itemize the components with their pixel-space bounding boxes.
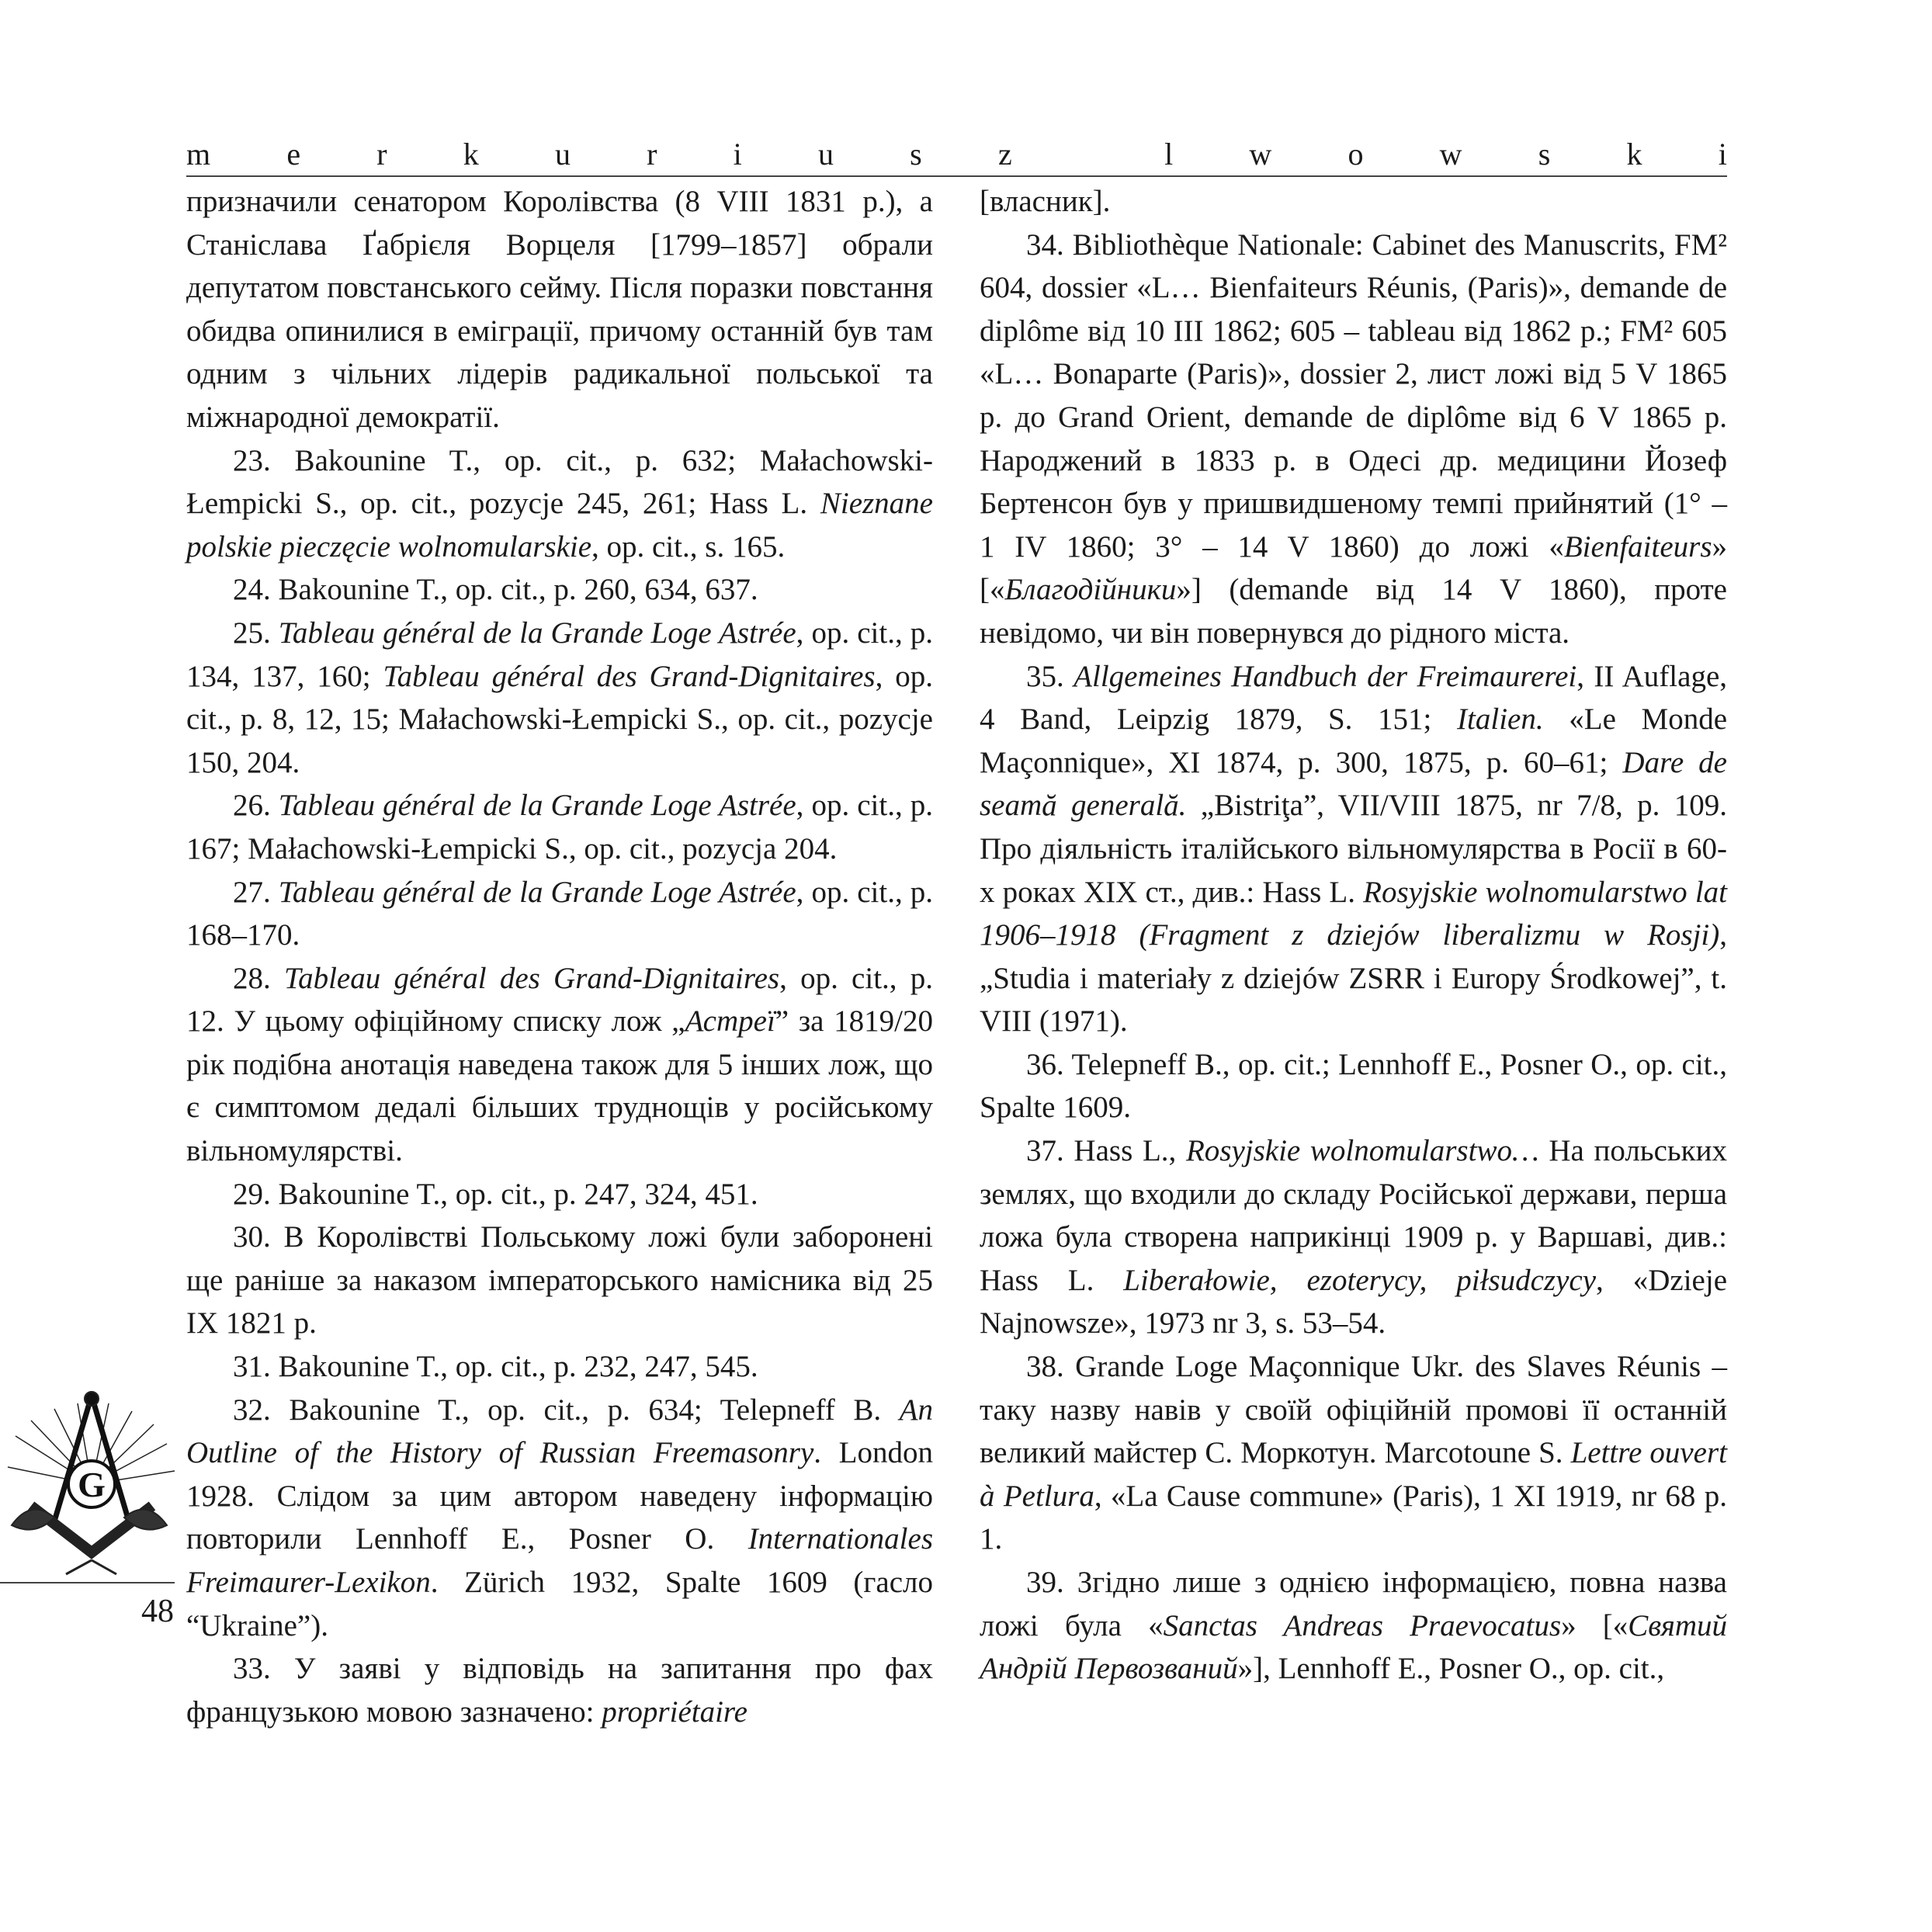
text-run: » [«: [980, 529, 1727, 607]
right-column: [980, 180, 1727, 1691]
italic-title: Tableau général de la Grande Loge Astrée: [278, 616, 796, 650]
footnote-paragraph: [186, 1345, 933, 1389]
footnote-paragraph: [186, 568, 933, 612]
text-run: 24. Bakounine T., op. cit., p. 260, 634, 637.: [233, 573, 758, 607]
italic-title: Allgemeines Handbuch der Freimaurerei: [1074, 659, 1577, 693]
header-letter: s: [1538, 137, 1551, 172]
italic-title: Sanctas Andreas Praevocatus: [1163, 1608, 1562, 1642]
text-run: 27.: [233, 875, 279, 909]
footnote-paragraph: [186, 1216, 933, 1345]
masonic-square-compass-g-icon: [0, 1389, 179, 1576]
text-run: , «Dzieje Najnowsze», 1973 nr 3, s. 53–54.: [980, 1263, 1728, 1341]
italic-title: Internationales Freimaurer-Lexikon: [186, 1522, 933, 1599]
italic-title: Dare de seamă generală.: [980, 745, 1727, 823]
text-run: 31. Bakounine T., op. cit., p. 232, 247, 545.: [233, 1350, 758, 1384]
header-letter: o: [1348, 137, 1364, 172]
text-run: [власник].: [980, 185, 1111, 218]
text-run: »] (demande від 14 V 1860), проте невідомо, чи він повернувся до рідного міста.: [980, 573, 1727, 650]
footnote-paragraph: [186, 180, 933, 439]
header-letter: i: [1718, 137, 1727, 172]
text-run: , op. cit., p. 8, 12, 15; Małachowski-Łempicki S., op. cit., pozycje 150, 204.: [186, 659, 933, 779]
footnote-paragraph: [186, 612, 933, 784]
footnote-paragraph: [980, 1345, 1727, 1561]
text-run: призначили сенатором Королівства (8 VIII 1831 р.), а Станіслава Ґабрієля Ворцеля [1799–1857] обрали депутатом повстанського сейму. Після поразки повстання обидва опинилися в еміграції, причому останній був там одним з чільних лідерів радикальної польської та міжнародної демократії.: [186, 185, 933, 434]
header-letter: k: [1626, 137, 1642, 172]
footnote-paragraph: [980, 1129, 1727, 1345]
footnote-paragraph: [186, 1389, 933, 1648]
text-run: ” за 1819/20 рік подібна анотація наведена також для 5 інших лож, що є симптомом дедалі більших труднощів у російському вільномулярстві.: [186, 1004, 933, 1168]
text-run: 32. Bakounine T., op. cit., p. 634; Telepneff B.: [233, 1393, 900, 1427]
italic-title: Rosyjskie wolnomularstwo…: [1185, 1134, 1539, 1168]
text-run: » [«: [1561, 1608, 1628, 1642]
text-run: »], Lennhoff E., Posner O., op. cit.,: [1237, 1652, 1665, 1686]
text-run: 38. Grande Loge Maçonnique Ukr. des Slaves Réunis – таку назву навів у своїй офіційній промові її останній великий майстер С. Моркотун. Marcotoune S.: [980, 1350, 1727, 1470]
text-run: 25.: [233, 616, 279, 650]
footnote-paragraph: [186, 1173, 933, 1216]
italic-title: Tableau général de la Grande Loge Astrée: [278, 789, 796, 823]
text-run: , „Studia i materiały z dziejów ZSRR i Europy Środkowej”, t. VIII (1971).: [980, 918, 1727, 1039]
footnote-paragraph: [980, 180, 1727, 224]
footnote-paragraph: [186, 957, 933, 1173]
header-letter: e: [286, 137, 301, 172]
italic-title: propriétaire: [602, 1694, 747, 1729]
header-letter: r: [647, 137, 657, 172]
header-rule: [186, 175, 1727, 177]
italic-title: An Outline of the History of Russian Freemasonry: [186, 1393, 933, 1470]
header-letter: i: [733, 137, 742, 172]
footnote-paragraph: [186, 871, 933, 957]
footnote-paragraph: [980, 1561, 1727, 1691]
text-run: , op. cit., p. 134, 137, 160;: [186, 616, 934, 693]
italic-title: Святий Андрій Первозваний: [980, 1608, 1727, 1686]
italic-title: Lettre ouvert à Petlura: [980, 1436, 1727, 1513]
header-letter: z: [997, 137, 1012, 172]
text-run: , op. cit., s. 165.: [591, 529, 786, 564]
text-run: На польських землях, що входили до складу Російської держави, перша ложа була створена наприкінці 1909 р. у Варшаві, див.: Hass L.: [980, 1134, 1727, 1297]
svg-text:G: G: [78, 1465, 106, 1504]
text-run: 23. Bakounine T., op. cit., p. 632; Małachowski-Łempicki S., op. cit., pozycje 245, 261; Hass L.: [186, 443, 933, 521]
italic-title: Nieznane polskie pieczęcie wolnomularskie: [186, 487, 933, 564]
text-run: 34. Bibliothèque Nationale: Cabinet des Manuscrits, FM² 604, dossier «L… Bienfaiteurs Réunis, (Paris)», demande de diplôme від 10 III 1862; 605 – tableau від 1862 р.; FM² 605 «L… Bonaparte (Paris)», dossier 2, лист ложі від 5 V 1865 р. до Grand Orient, demande de diplôme від 6 V 1865 р. Народжений в 1833 р. в Одесі др. медицини Йозеф Бертенсон був у пришвидшеному темпі прийнятий (1° – 1 IV 1860; 3° – 14 V 1860) до ложі «: [980, 227, 1727, 564]
header-letter: r: [376, 137, 387, 172]
italic-title: Rosyjskie wolnomularstwo lat 1906–1918 (Fragment z dziejów liberalizmu w Rosji): [980, 875, 1727, 952]
italic-title: Liberałowie, ezoterycy, piłsudczycy: [1123, 1263, 1597, 1297]
footnote-paragraph: [186, 784, 933, 870]
italic-title: Tableau général de la Grande Loge Astrée: [278, 875, 796, 909]
footer-rule: [0, 1582, 175, 1583]
text-run: 26.: [233, 789, 279, 823]
text-run: 30. В Королівстві Польському ложі були заборонені ще раніше за наказом імператорського намісника від 25 IX 1821 р.: [186, 1220, 933, 1341]
text-run: 35.: [1026, 659, 1074, 693]
text-run: , op. cit., p. 167; Małachowski-Łempicki S., op. cit., pozycja 204.: [186, 789, 934, 865]
text-run: 29. Bakounine T., op. cit., p. 247, 324, 451.: [233, 1177, 758, 1211]
italic-title: Italien.: [1457, 702, 1544, 737]
text-run: 37. Hass L.,: [1026, 1134, 1186, 1168]
italic-title: Bienfaiteurs: [1563, 529, 1712, 564]
italic-title: Астреї: [685, 1004, 775, 1039]
header-letter: k: [463, 137, 479, 172]
italic-title: Благодійники: [1004, 573, 1177, 607]
running-header: [186, 134, 1727, 172]
footnote-paragraph: [980, 224, 1727, 655]
header-letter: l: [1164, 137, 1174, 172]
text-run: , op. cit., p. 12. У цьому офіційному списку лож „: [186, 961, 934, 1039]
text-run: 39. Згідно лише з однією інформацією, повна назва ложі була «: [980, 1566, 1727, 1642]
footnote-paragraph: [186, 1647, 933, 1733]
left-column: [186, 180, 933, 1733]
header-letter: w: [1249, 137, 1272, 172]
header-letter: w: [1439, 137, 1462, 172]
page-number: 48: [141, 1594, 174, 1629]
italic-title: Tableau général des Grand-Dignitaires: [383, 659, 876, 693]
header-letter: u: [817, 137, 834, 172]
footnote-paragraph: [186, 439, 933, 569]
text-run: 28.: [233, 961, 284, 995]
text-run: , «La Cause commune» (Paris), 1 XI 1919, nr 68 p. 1.: [980, 1479, 1727, 1556]
header-letter: s: [910, 137, 922, 172]
footnote-paragraph: [980, 1043, 1727, 1129]
text-run: 36. Telepneff B., op. cit.; Lennhoff E., Posner O., op. cit., Spalte 1609.: [980, 1047, 1727, 1125]
header-letter: u: [554, 137, 571, 172]
italic-title: Tableau général des Grand-Dignitaires: [283, 961, 780, 995]
footnote-paragraph: [980, 655, 1727, 1043]
text-run: «Le Monde Maçonnique», XI 1874, p. 300, 1875, p. 60–61;: [980, 702, 1728, 779]
text-run: , op. cit., p. 168–170.: [186, 875, 934, 952]
text-run: 33. У заяві у відповідь на запитання про фах французькою мовою зазначено:: [186, 1652, 933, 1729]
text-run: . London 1928. Слідом за цим автором наведену інформацію повторили Lennhoff E., Posner O.: [186, 1436, 933, 1556]
text-run: , II Auflage, 4 Band, Leipzig 1879, S. 151;: [980, 659, 1728, 737]
text-run: . Zürich 1932, Spalte 1609 (гасло “Ukraine”).: [186, 1566, 933, 1642]
text-run: „Bistriţa”, VII/VIII 1875, nr 7/8, p. 109. Про діяльність італійського вільномулярства в Росії в 60-х роках XIX ст., див.: Hass L.: [980, 789, 1727, 909]
header-letter: m: [186, 137, 211, 172]
